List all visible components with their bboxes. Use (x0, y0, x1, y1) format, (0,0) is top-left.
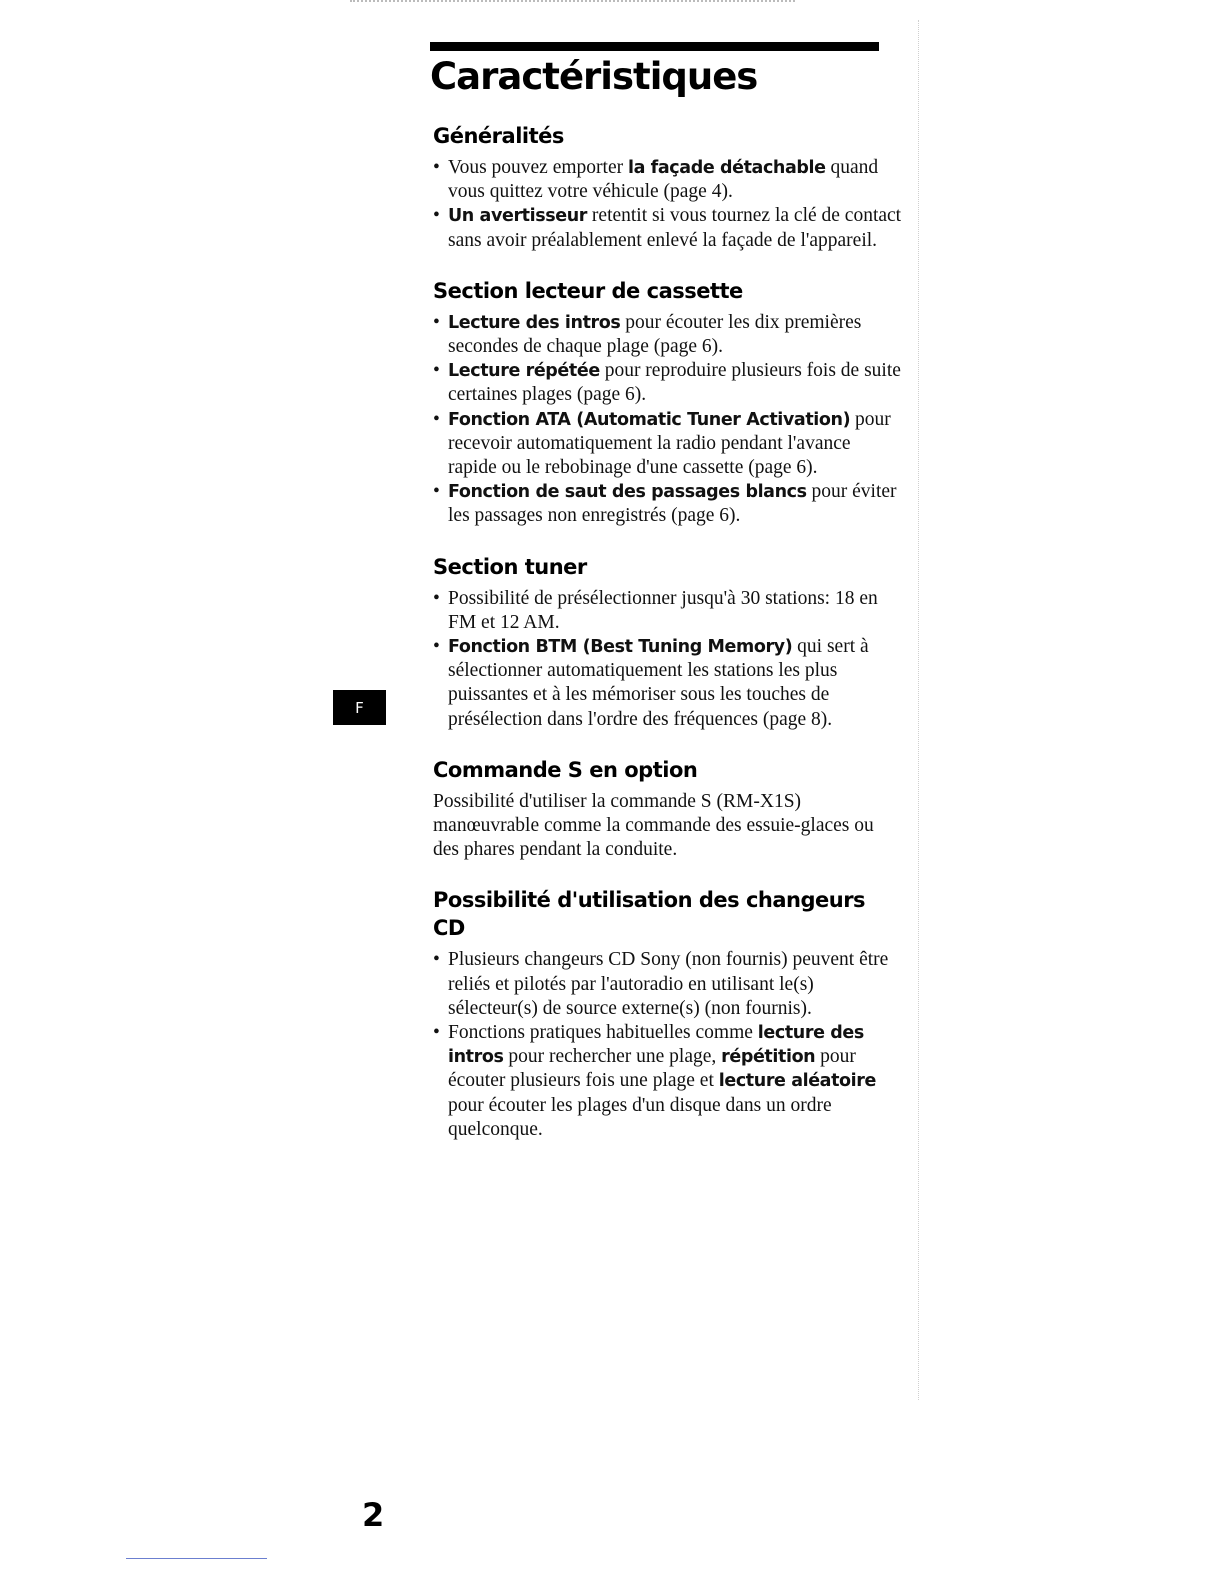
bullet-list (433, 948, 903, 1142)
language-tab-letter: F (355, 698, 364, 717)
section-heading: Commande S en option (433, 757, 698, 782)
list-item: • Lecture des intros pour écouter les dix premières secondes de chaque plage (page 6). (433, 311, 903, 359)
section-heading: Généralités (433, 124, 564, 148)
content-column (433, 122, 903, 1142)
bullet-list (433, 587, 903, 732)
section-heading: Section lecteur de cassette (433, 278, 743, 303)
section-changeurs-cd (433, 886, 903, 1142)
language-tab (333, 690, 386, 725)
list-item: • Possibilité de présélectionner jusqu'à 30 stations: 18 en FM et 12 AM. (433, 587, 903, 635)
page-number: 2 (362, 1496, 385, 1534)
section-heading: Possibilité d'utilisation des changeurs CD (433, 888, 866, 941)
section-cassette (433, 277, 903, 529)
section-generalites (433, 122, 903, 253)
list-item: • Fonction ATA (Automatic Tuner Activation) pour recevoir automatiquement la radio pendant l'avance rapide ou le rebobinage d'une cassette (page 6). (433, 408, 903, 481)
section-paragraph: Possibilité d'utiliser la commande S (RM-X1S) manœuvrable comme la commande des essuie-glaces ou des phares pendant la conduite. (433, 790, 874, 861)
list-item: • Lecture répétée pour reproduire plusieurs fois de suite certaines plages (page 6). (433, 359, 903, 407)
list-item: • Fonction de saut des passages blancs pour éviter les passages non enregistrés (page 6). (433, 480, 903, 528)
list-item: • Vous pouvez emporter la façade détachable quand vous quittez votre véhicule (page 4). (433, 156, 903, 204)
bullet-list (433, 311, 903, 529)
list-item: • Fonction BTM (Best Tuning Memory) qui sert à sélectionner automatiquement les stations les plus puissantes et à les mémoriser sous les touches de présélection dans l'ordre des fréquences (page 8). (433, 635, 903, 732)
list-item: • Fonctions pratiques habituelles comme lecture des intros pour rechercher une plage, répétition pour écouter plusieurs fois une plage et lecture aléatoire pour écouter les plages d'un disque dans un ordre quelconque. (433, 1021, 903, 1142)
footer-rule (126, 1558, 267, 1559)
top-edge-artifact (350, 0, 795, 5)
list-item: • Un avertisseur retentit si vous tournez la clé de contact sans avoir préalablement enlevé la façade de l'appareil. (433, 204, 903, 252)
page-title: Caractéristiques (430, 55, 758, 98)
title-rule (430, 42, 879, 51)
margin-dotted-line (918, 20, 919, 1400)
list-item: • Plusieurs changeurs CD Sony (non fournis) peuvent être reliés et pilotés par l'autoradio en utilisant le(s) sélecteur(s) de source externe(s) (non fournis). (433, 948, 903, 1021)
section-tuner (433, 553, 903, 732)
bullet-list (433, 156, 903, 253)
section-heading: Section tuner (433, 554, 587, 579)
section-commande-s (433, 756, 903, 863)
